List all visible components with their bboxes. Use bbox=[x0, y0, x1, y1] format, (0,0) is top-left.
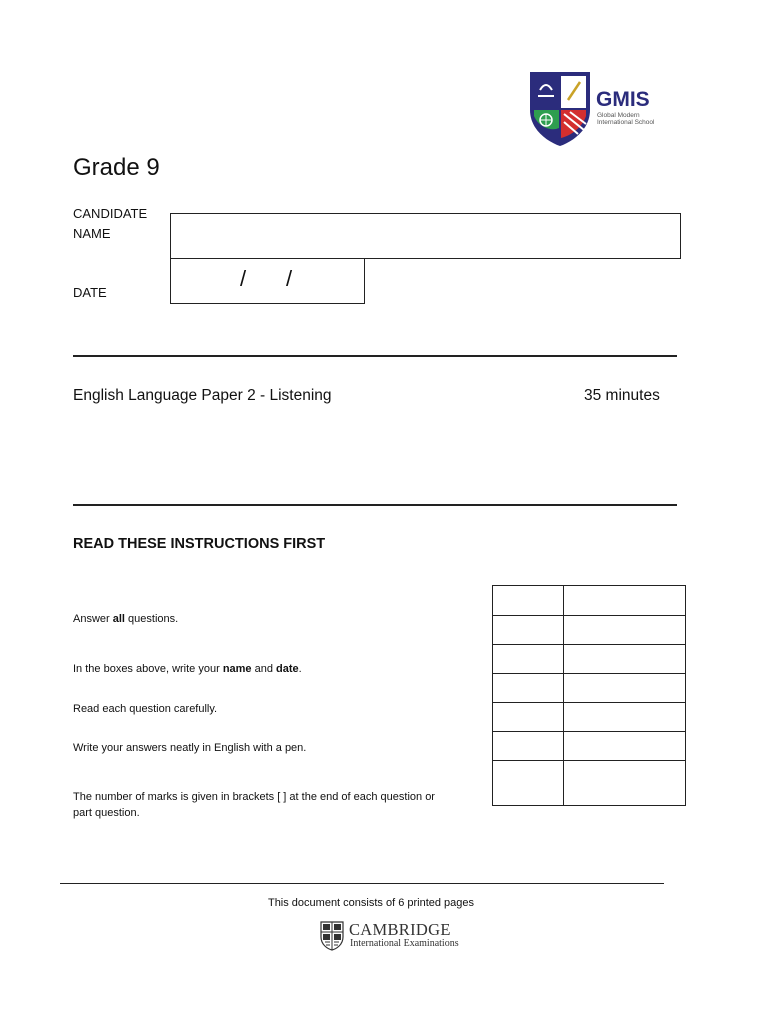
divider bbox=[73, 504, 677, 506]
school-crest-icon bbox=[528, 70, 592, 148]
logo-subtitle: International School bbox=[597, 119, 655, 126]
exam-board-name: CAMBRIDGE bbox=[349, 920, 451, 939]
footer-divider bbox=[60, 883, 664, 884]
cambridge-logo bbox=[320, 921, 480, 953]
table-row bbox=[493, 586, 686, 616]
table-cell[interactable] bbox=[564, 645, 686, 674]
table-cell[interactable] bbox=[493, 761, 564, 806]
instruction-item: Read each question carefully. bbox=[73, 703, 218, 715]
table-cell[interactable] bbox=[493, 645, 564, 674]
table-cell[interactable] bbox=[493, 732, 564, 761]
paper-title: English Language Paper 2 - Listening bbox=[73, 387, 332, 404]
logo-wordmark: GMIS bbox=[596, 88, 650, 111]
date-separator: / bbox=[240, 266, 247, 291]
paper-duration: 35 minutes bbox=[584, 387, 660, 404]
table-cell[interactable] bbox=[564, 674, 686, 703]
table-row bbox=[493, 674, 686, 703]
table-cell[interactable] bbox=[564, 703, 686, 732]
date-label: DATE bbox=[73, 285, 107, 300]
marks-table bbox=[492, 585, 686, 806]
table-cell[interactable] bbox=[564, 761, 686, 806]
table-cell[interactable] bbox=[564, 732, 686, 761]
instructions-heading: READ THESE INSTRUCTIONS FIRST bbox=[73, 536, 326, 552]
table-cell[interactable] bbox=[564, 616, 686, 645]
instruction-item: In the boxes above, write your name and date. bbox=[73, 663, 302, 675]
table-row bbox=[493, 732, 686, 761]
instruction-item: The number of marks is given in brackets [ ] at the end of each question or part question. bbox=[73, 791, 435, 819]
page-count-note: This document consists of 6 printed pages bbox=[267, 897, 475, 909]
instruction-item: Write your answers neatly in English with a pen. bbox=[73, 742, 307, 754]
logo-subtitle: Global Modern bbox=[597, 112, 640, 119]
divider bbox=[73, 355, 677, 357]
school-logo bbox=[528, 70, 658, 150]
table-cell[interactable] bbox=[493, 674, 564, 703]
candidate-name-field[interactable] bbox=[170, 213, 681, 259]
instruction-item: Answer all questions. bbox=[73, 613, 179, 625]
table-row bbox=[493, 645, 686, 674]
table-cell[interactable] bbox=[493, 616, 564, 645]
candidate-label: CANDIDATE bbox=[73, 206, 148, 221]
exam-board-subtitle: International Examinations bbox=[350, 938, 459, 949]
table-row bbox=[493, 616, 686, 645]
page-title: Grade 9 bbox=[73, 154, 160, 181]
table-cell[interactable] bbox=[493, 586, 564, 616]
table-cell[interactable] bbox=[564, 586, 686, 616]
date-separator: / bbox=[286, 266, 293, 291]
table-row bbox=[493, 703, 686, 732]
candidate-label: NAME bbox=[73, 226, 111, 241]
cambridge-crest-icon bbox=[320, 921, 344, 951]
table-cell[interactable] bbox=[493, 703, 564, 732]
date-field[interactable] bbox=[170, 258, 365, 304]
table-row bbox=[493, 761, 686, 806]
